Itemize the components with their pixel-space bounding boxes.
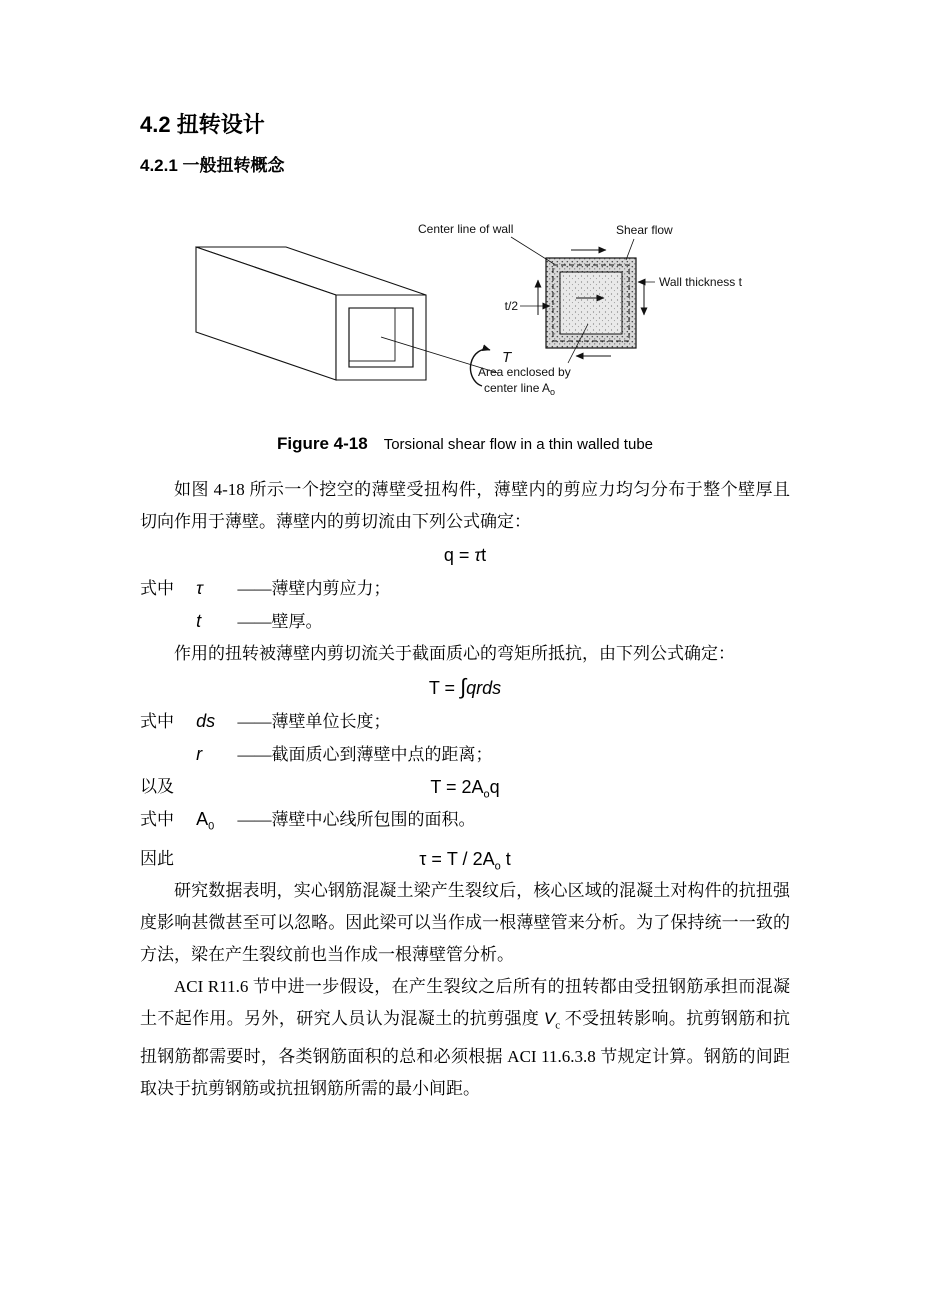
connector-label: 因此 [140, 848, 174, 868]
body-text [140, 474, 790, 1105]
subsection-heading: 4.2.1 一般扭转概念 [140, 156, 285, 175]
figure-caption [140, 434, 790, 454]
definition-ds [140, 705, 790, 738]
def-symbol: t [196, 611, 202, 631]
half-thickness-label: t/2 [504, 299, 518, 313]
area-enclosed-label-line1: Area enclosed by [478, 365, 571, 379]
formula-row-and [140, 771, 790, 803]
area-enclosed-label-line2: center line $A_o$ [484, 381, 556, 397]
def-symbol: r [196, 744, 203, 764]
vc-variable: V [543, 1008, 556, 1028]
figure-drawing [166, 220, 814, 420]
wall-thickness-label: Wall thickness t [659, 275, 742, 289]
def-desc: ——截面质心到薄壁中点的距离； [237, 745, 493, 764]
center-line-label: Center line of wall [418, 222, 514, 236]
torque-label: T [502, 349, 512, 366]
definition-r [140, 738, 790, 771]
connector-label: 以及 [140, 777, 174, 796]
enclosed-area [560, 272, 622, 334]
figure-caption-number: Figure 4-18 [276, 434, 368, 453]
paragraph-2: 作用的扭转被薄壁内剪切流关于截面质心的弯矩所抵抗，由下列公式确定： [174, 644, 735, 663]
paragraph-1: 如图 4-18 所示一个挖空的薄壁受扭构件，薄壁内的剪应力均匀分布于整个壁厚且切向作用于薄壁。薄壁内的剪切流由下列公式确定： [140, 480, 790, 531]
definition-tau [140, 572, 790, 605]
def-symbol: τ [196, 578, 203, 598]
paragraph-4: ACI R11.6 节中进一步假设，在产生裂纹之后所有的扭转都由受扭钢筋承担而混凝土不起作用。另外，研究人员认为混凝土的抗剪强度 $V_c$ 不受扭转影响。抗剪钢筋和抗扭钢筋都需要时，各类钢筋面积的总和必须根据 ACI 11.6.3.8 节规定计算。钢筋的间距取决于抗剪钢筋或抗扭钢筋所需的最小间距。 [140, 976, 791, 1098]
def-desc: ——薄壁单位长度； [237, 712, 391, 731]
def-desc: ——薄壁中心线所包围的面积。 [237, 810, 476, 829]
formula-shear-flow: q = τt [443, 545, 487, 565]
tube-cross-section [511, 237, 655, 363]
paragraph-3: 研究数据表明，实心钢筋混凝土梁产生裂纹后，核心区域的混凝土对构件的抗扭强度影响甚微甚至可以忽略。因此梁可以当作成一根薄壁管来分析。为了保持统一一致的方法，梁在产生裂纹前也当作成一根薄壁管分析。 [140, 880, 790, 964]
def-prefix: 式中 [140, 712, 174, 731]
def-symbol: $A_0$ [196, 809, 215, 833]
hollow-tube-3d [196, 247, 498, 386]
def-symbol: ds [196, 711, 216, 731]
def-prefix: 式中 [140, 810, 174, 829]
figure-4-18 [140, 220, 790, 420]
def-desc: ——薄壁内剪应力； [237, 579, 391, 598]
tube-hole-outline [349, 308, 413, 367]
def-desc: ——壁厚。 [237, 612, 323, 631]
def-prefix: 式中 [140, 579, 174, 598]
section-heading: 4.2 扭转设计 [140, 112, 265, 137]
formula-torque-area: $T = 2A_oq$ [430, 777, 500, 801]
figure-caption-text: Torsional shear flow in a thin walled tube [383, 436, 654, 453]
formula-shear-stress: $\tau = T / 2A_o$ t [419, 848, 511, 873]
definition-t [140, 605, 790, 638]
shear-flow-label: Shear flow [616, 223, 673, 237]
formula-row-thus [140, 843, 790, 875]
formula-torque-integral: T = ∫qrds [428, 674, 502, 699]
